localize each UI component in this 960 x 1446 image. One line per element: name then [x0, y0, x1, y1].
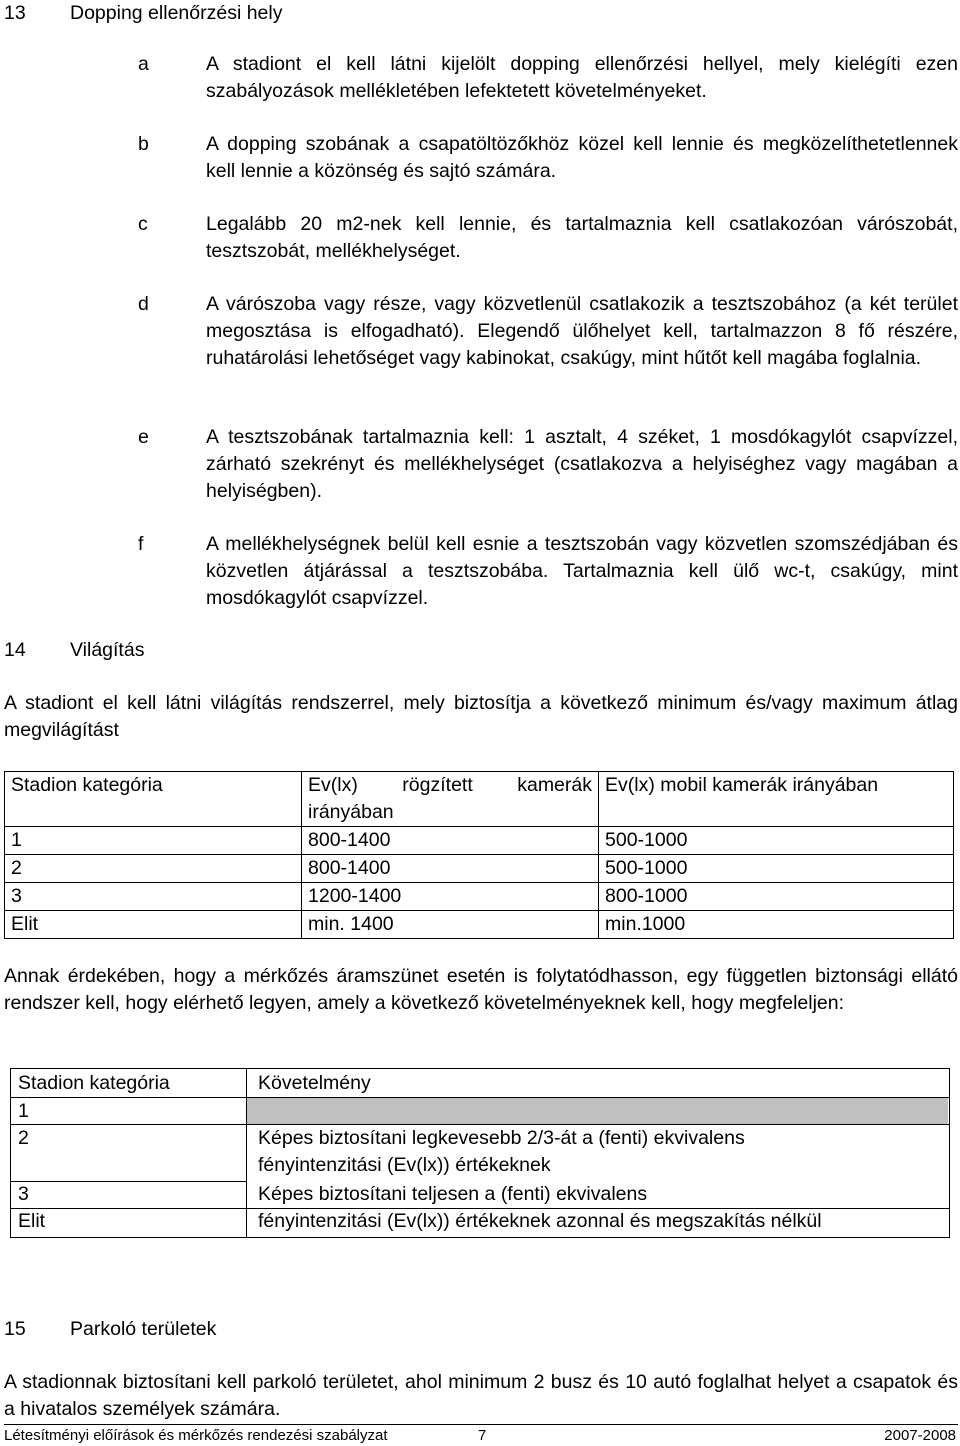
page-footer [4, 1424, 958, 1445]
table-cell: Elit [5, 911, 302, 939]
table-cell: 3 [5, 883, 302, 911]
table-cell: 1 [18, 1100, 29, 1122]
section-number: 14 [4, 639, 26, 661]
table-cell: fényintenzitási (Ev(lx)) értékeknek azonnal és megszakítás nélkül [258, 1210, 822, 1232]
table-row [5, 911, 954, 939]
item-text: A várószoba vagy része, vagy közvetlenül csatlakozik a tesztszobához (a két terület megosztása is elfogadható). Elegendő ülőhelyet kell, tartalmazzon 8 fő részére, ruhatárolási lehetőséget vagy kabinokat, csakúgy, mint hűtőt kell magába foglalnia. [206, 293, 958, 369]
item-letter: b [138, 133, 149, 155]
table-cell: Képes biztosítani teljesen a (fenti) ekvivalens [258, 1183, 648, 1205]
item-letter: d [138, 293, 149, 315]
table-cell: 2 [18, 1127, 29, 1149]
table-header-cell: Követelmény [258, 1072, 371, 1094]
table-cell: 3 [18, 1183, 29, 1205]
table-cell: 1 [5, 827, 302, 855]
item-letter: e [138, 426, 149, 448]
table-cell: Elit [18, 1210, 46, 1232]
footer-years: 2007-2008 [884, 1427, 956, 1444]
table-row [5, 883, 954, 911]
table-header-row [5, 772, 954, 827]
item-text: Legalább 20 m2-nek kell lennie, és tartalmaznia kell csatlakozóan várószobát, tesztszobát, mellékhelységet. [206, 213, 958, 262]
lighting-table [4, 771, 954, 939]
item-text: A mellékhelységnek belül kell esnie a tesztszobán vagy közvetlen szomszédjában és közvetlen átjárással a tesztszobába. Tartalmaznia kell ülő wc-t, csakúgy, mint mosdókagylót csapvízzel. [206, 533, 958, 609]
item-letter: f [138, 533, 144, 555]
table-cell: 2 [5, 855, 302, 883]
table-cell: 1200-1400 [302, 883, 599, 911]
item-text: A stadiont el kell látni kijelölt dopping ellenőrzési hellyel, mely kielégíti ezen szabályozások mellékletében lefektetett követelményeket. [206, 53, 958, 102]
table-cell: 800-1400 [302, 827, 599, 855]
requirements-table [10, 1068, 950, 1240]
table-header-cell: Stadion kategória [18, 1072, 170, 1094]
parking-paragraph: A stadionnak biztosítani kell parkoló területet, ahol minimum 2 busz és 10 autó foglalhat helyet a csapatok és a hivatalos személyek számára. [4, 1371, 958, 1420]
table-cell: 800-1000 [599, 883, 954, 911]
table-header-cell: Ev(lx) rögzített kamerák irányában [302, 772, 599, 827]
item-text: A dopping szobának a csapatöltözőkhöz közel kell lennie és megközelíthetetlennek kell lennie a közönség és sajtó számára. [206, 133, 958, 182]
item-text: A tesztszobának tartalmaznia kell: 1 asztalt, 4 széket, 1 mosdókagylót csapvízzel, zárható szekrényt és mellékhelységet (csatlakozva a helyiséghez vagy magában a helyiségben). [206, 426, 958, 502]
table-cell: 500-1000 [599, 855, 954, 883]
table-cell: 500-1000 [599, 827, 954, 855]
footer-document-title: Létesítményi előírások és mérkőzés rendezési szabályzat [4, 1427, 388, 1444]
table-cell: 800-1400 [302, 855, 599, 883]
table-cell: Képes biztosítani legkevesebb 2/3-át a (fenti) ekvivalens fényintenzitási (Ev(lx)) értékeknek [258, 1127, 745, 1176]
table-cell: min. 1400 [302, 911, 599, 939]
backup-power-paragraph: Annak érdekében, hogy a mérkőzés áramszünet esetén is folytatódhasson, egy független biztonsági ellátó rendszer kell, hogy elérhető legyen, amely a következő követelményeknek kell, hogy megfeleljen: [4, 965, 958, 1014]
table-row [5, 855, 954, 883]
table-cell: min.1000 [599, 911, 954, 939]
section-number: 15 [4, 1318, 26, 1340]
item-letter: c [138, 213, 148, 235]
section-title: Parkoló területek [70, 1318, 217, 1340]
table-header-cell: Ev(lx) mobil kamerák irányában [599, 772, 954, 827]
shaded-cell [247, 1098, 948, 1124]
table-header-cell: Stadion kategória [5, 772, 302, 827]
section-title: Világítás [70, 639, 145, 661]
item-letter: a [138, 53, 149, 75]
section-number: 13 [4, 2, 26, 24]
footer-page-number: 7 [478, 1427, 487, 1444]
section-title: Dopping ellenőrzési hely [70, 2, 283, 24]
lighting-intro: A stadiont el kell látni világítás rendszerrel, mely biztosítja a következő minimum és/vagy maximum átlag megvilágítást [4, 692, 958, 741]
table-row [5, 827, 954, 855]
